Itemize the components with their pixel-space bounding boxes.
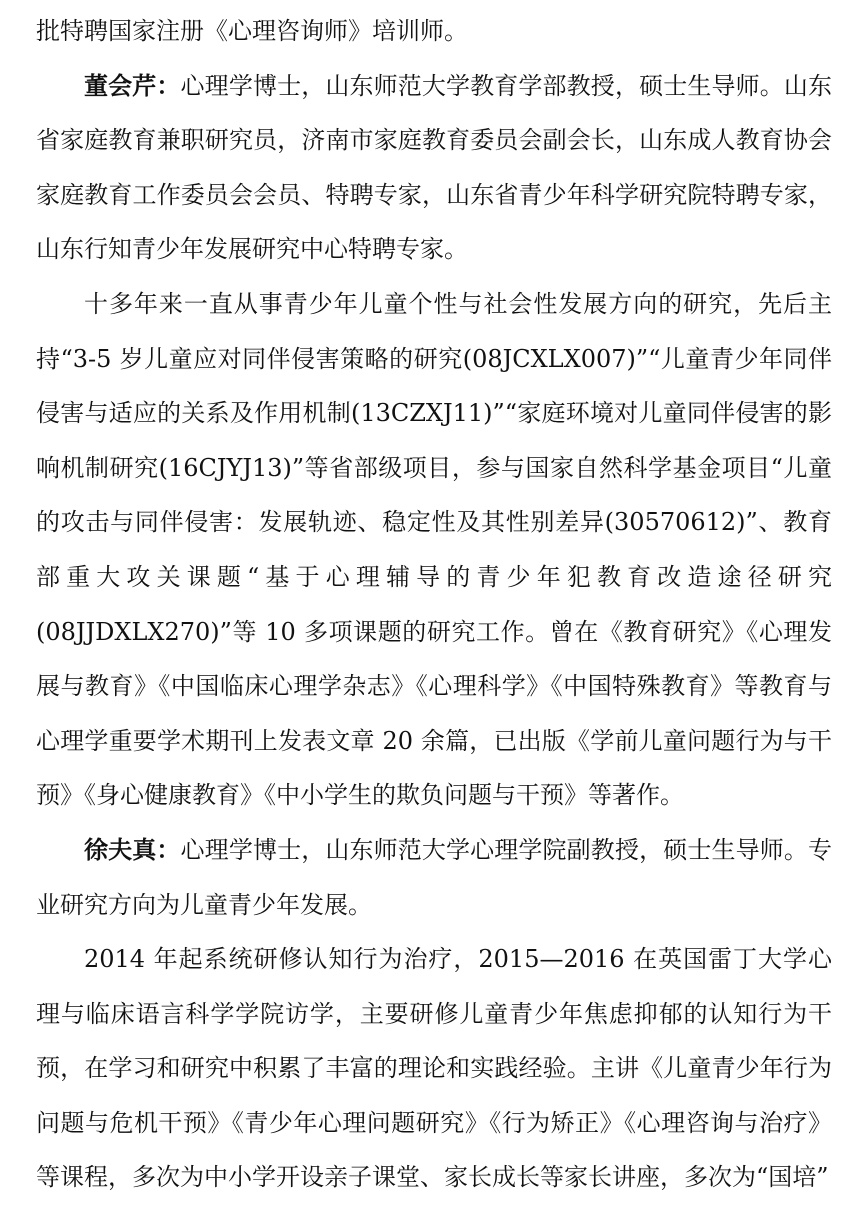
paragraph-xu-fuzhen-bio	[36, 823, 832, 932]
paragraph-text: 心理学博士，山东师范大学教育学部教授，硕士生导师。山东省家庭教育兼职研究员，济南市家庭教育委员会副会长，山东成人教育协会家庭教育工作委员会会员、特聘专家，山东省青少年科学研究院特聘专家，山东行知青少年发展研究中心特聘专家。	[36, 71, 833, 264]
person-name-xu-fuzhen: 徐夫真：	[84, 834, 181, 864]
paragraph-xu-fuzhen-research	[36, 932, 832, 1205]
paragraph-text: 2014 年起系统研修认知行为治疗，2015—2016 在英国雷丁大学心理与临床语言科学学院访学，主要研修儿童青少年焦虑抑郁的认知行为干预，在学习和研究中积累了丰富的理论和实践经验。主讲《儿童青少年行为问题与危机干预》《青少年心理问题研究》《行为矫正》《心理咨询与治疗》等课程，多次为中小学开设亲子课堂、家长成长等家长讲座，多次为“国培”	[36, 945, 832, 1192]
paragraph-text: 十多年来一直从事青少年儿童个性与社会性发展方向的研究，先后主持“3-5 岁儿童应对同伴侵害策略的研究(08JCXLX007)”“儿童青少年同伴侵害与适应的关系及作用机制(13CZXJ11)”“家庭环境对儿童同伴侵害的影响机制研究(16CJYJ13)”等省部级项目，参与国家自然科学基金项目“儿童的攻击与同伴侵害：发展轨迹、稳定性及其性别差异(30570612)”、教育部重大攻关课题“基于心理辅导的青少年犯教育改造途径研究(08JJDXLX270)”等 10 多项课题的研究工作。曾在《教育研究》《心理发展与教育》《中国临床心理学杂志》《心理科学》《中国特殊教育》等教育与心理学重要学术期刊上发表文章 20 余篇，已出版《学前儿童问题行为与干预》《身心健康教育》《中小学生的欺负问题与干预》等著作。	[36, 289, 832, 810]
paragraph-dong-huiqin-research	[36, 277, 832, 823]
paragraph-text: 心理学博士，山东师范大学心理学院副教授，硕士生导师。专业研究方向为儿童青少年发展。	[36, 835, 833, 919]
person-name-dong-huiqin: 董会芹：	[84, 70, 181, 100]
paragraph-text: 批特聘国家注册《心理咨询师》培训师。	[36, 17, 468, 45]
paragraph-training-note	[36, 4, 832, 59]
paragraph-dong-huiqin-bio	[36, 59, 832, 277]
